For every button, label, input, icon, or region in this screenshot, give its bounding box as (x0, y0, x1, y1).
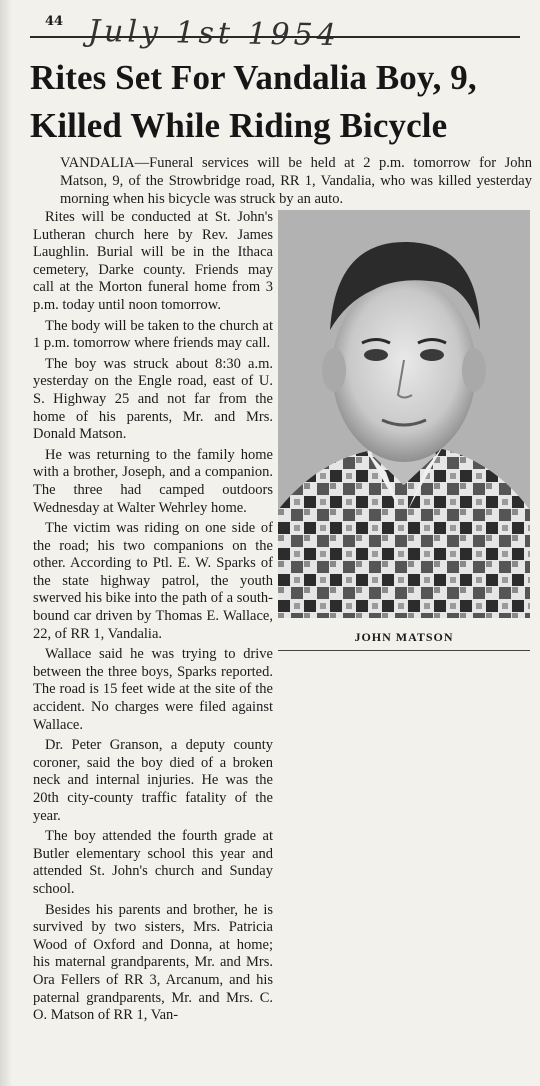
article-paragraph: He was returning to the family home with a brother, Joseph, and a companion. The three had camped outdoors Wednesday at Walter Wehrley home. (33, 446, 273, 516)
handwritten-date: July 1st 1954 (87, 13, 341, 54)
page-number: 44 (45, 14, 64, 29)
lead-paragraph: VANDALIA—Funeral services will be held at 2 p.m. tomorrow for John Matson, 9, of the Strowbridge road, RR 1, Vandalia, who was killed yesterday morning when his bicycle was struck by an auto. (60, 155, 532, 207)
article-paragraph: Rites will be conducted at St. John's Lutheran church here by Rev. James Laughlin. Burial will be in the Ithaca cemetery, Darke county. Friends may call at the Morton funeral home from 3 p.m. today until noon tomorrow. (33, 209, 273, 313)
article-paragraph: Besides his parents and brother, he is survived by two sisters, Mrs. Patricia Wood of Oxford and Donna, at home; his maternal grandparents, Mr. and Mrs. Ora Fellers of RR 3, Arcanum, and his paternal grandparents, Mr. and Mrs. C. O. Matson of RR 1, Van- (33, 901, 273, 1024)
article-body (33, 209, 273, 1028)
caption-rule (278, 650, 530, 651)
article-paragraph: Dr. Peter Granson, a deputy county coroner, said the boy died of a broken neck and internal injuries. He was the 20th city-county traffic fatality of the year. (33, 737, 273, 824)
portrait-photo (278, 210, 530, 618)
headline: Rites Set For Vandalia Boy, 9, Killed While Riding Bicycle (30, 58, 477, 145)
portrait-illustration (278, 210, 530, 618)
article-paragraph: The boy attended the fourth grade at Butler elementary school this year and attended St. John's church and Sunday school. (33, 828, 273, 897)
article-paragraph: The body will be taken to the church at 1 p.m. tomorrow where friends may call. (33, 317, 273, 352)
article-paragraph: The victim was riding on one side of the road; his two companions on the other. According to Ptl. E. W. Sparks of the state highway patrol, the youth swerved his bike into the path of a south-bound car driven by Thomas E. Wallace, 22, of RR 1, Vandalia. (33, 520, 273, 642)
clipping-edge (0, 0, 12, 1086)
top-rule (30, 36, 520, 38)
article-paragraph: The boy was struck about 8:30 a.m. yesterday on the Engle road, east of U. S. Highway 25 and not far from the home of his parents, Mr. and Mrs. Donald Matson. (33, 355, 273, 443)
article-paragraph: Wallace said he was trying to drive between the three boys, Sparks reported. The road is 15 feet wide at the site of the accident. No charges were filed against Wallace. (33, 646, 273, 733)
photo-caption: JOHN MATSON (354, 630, 454, 644)
